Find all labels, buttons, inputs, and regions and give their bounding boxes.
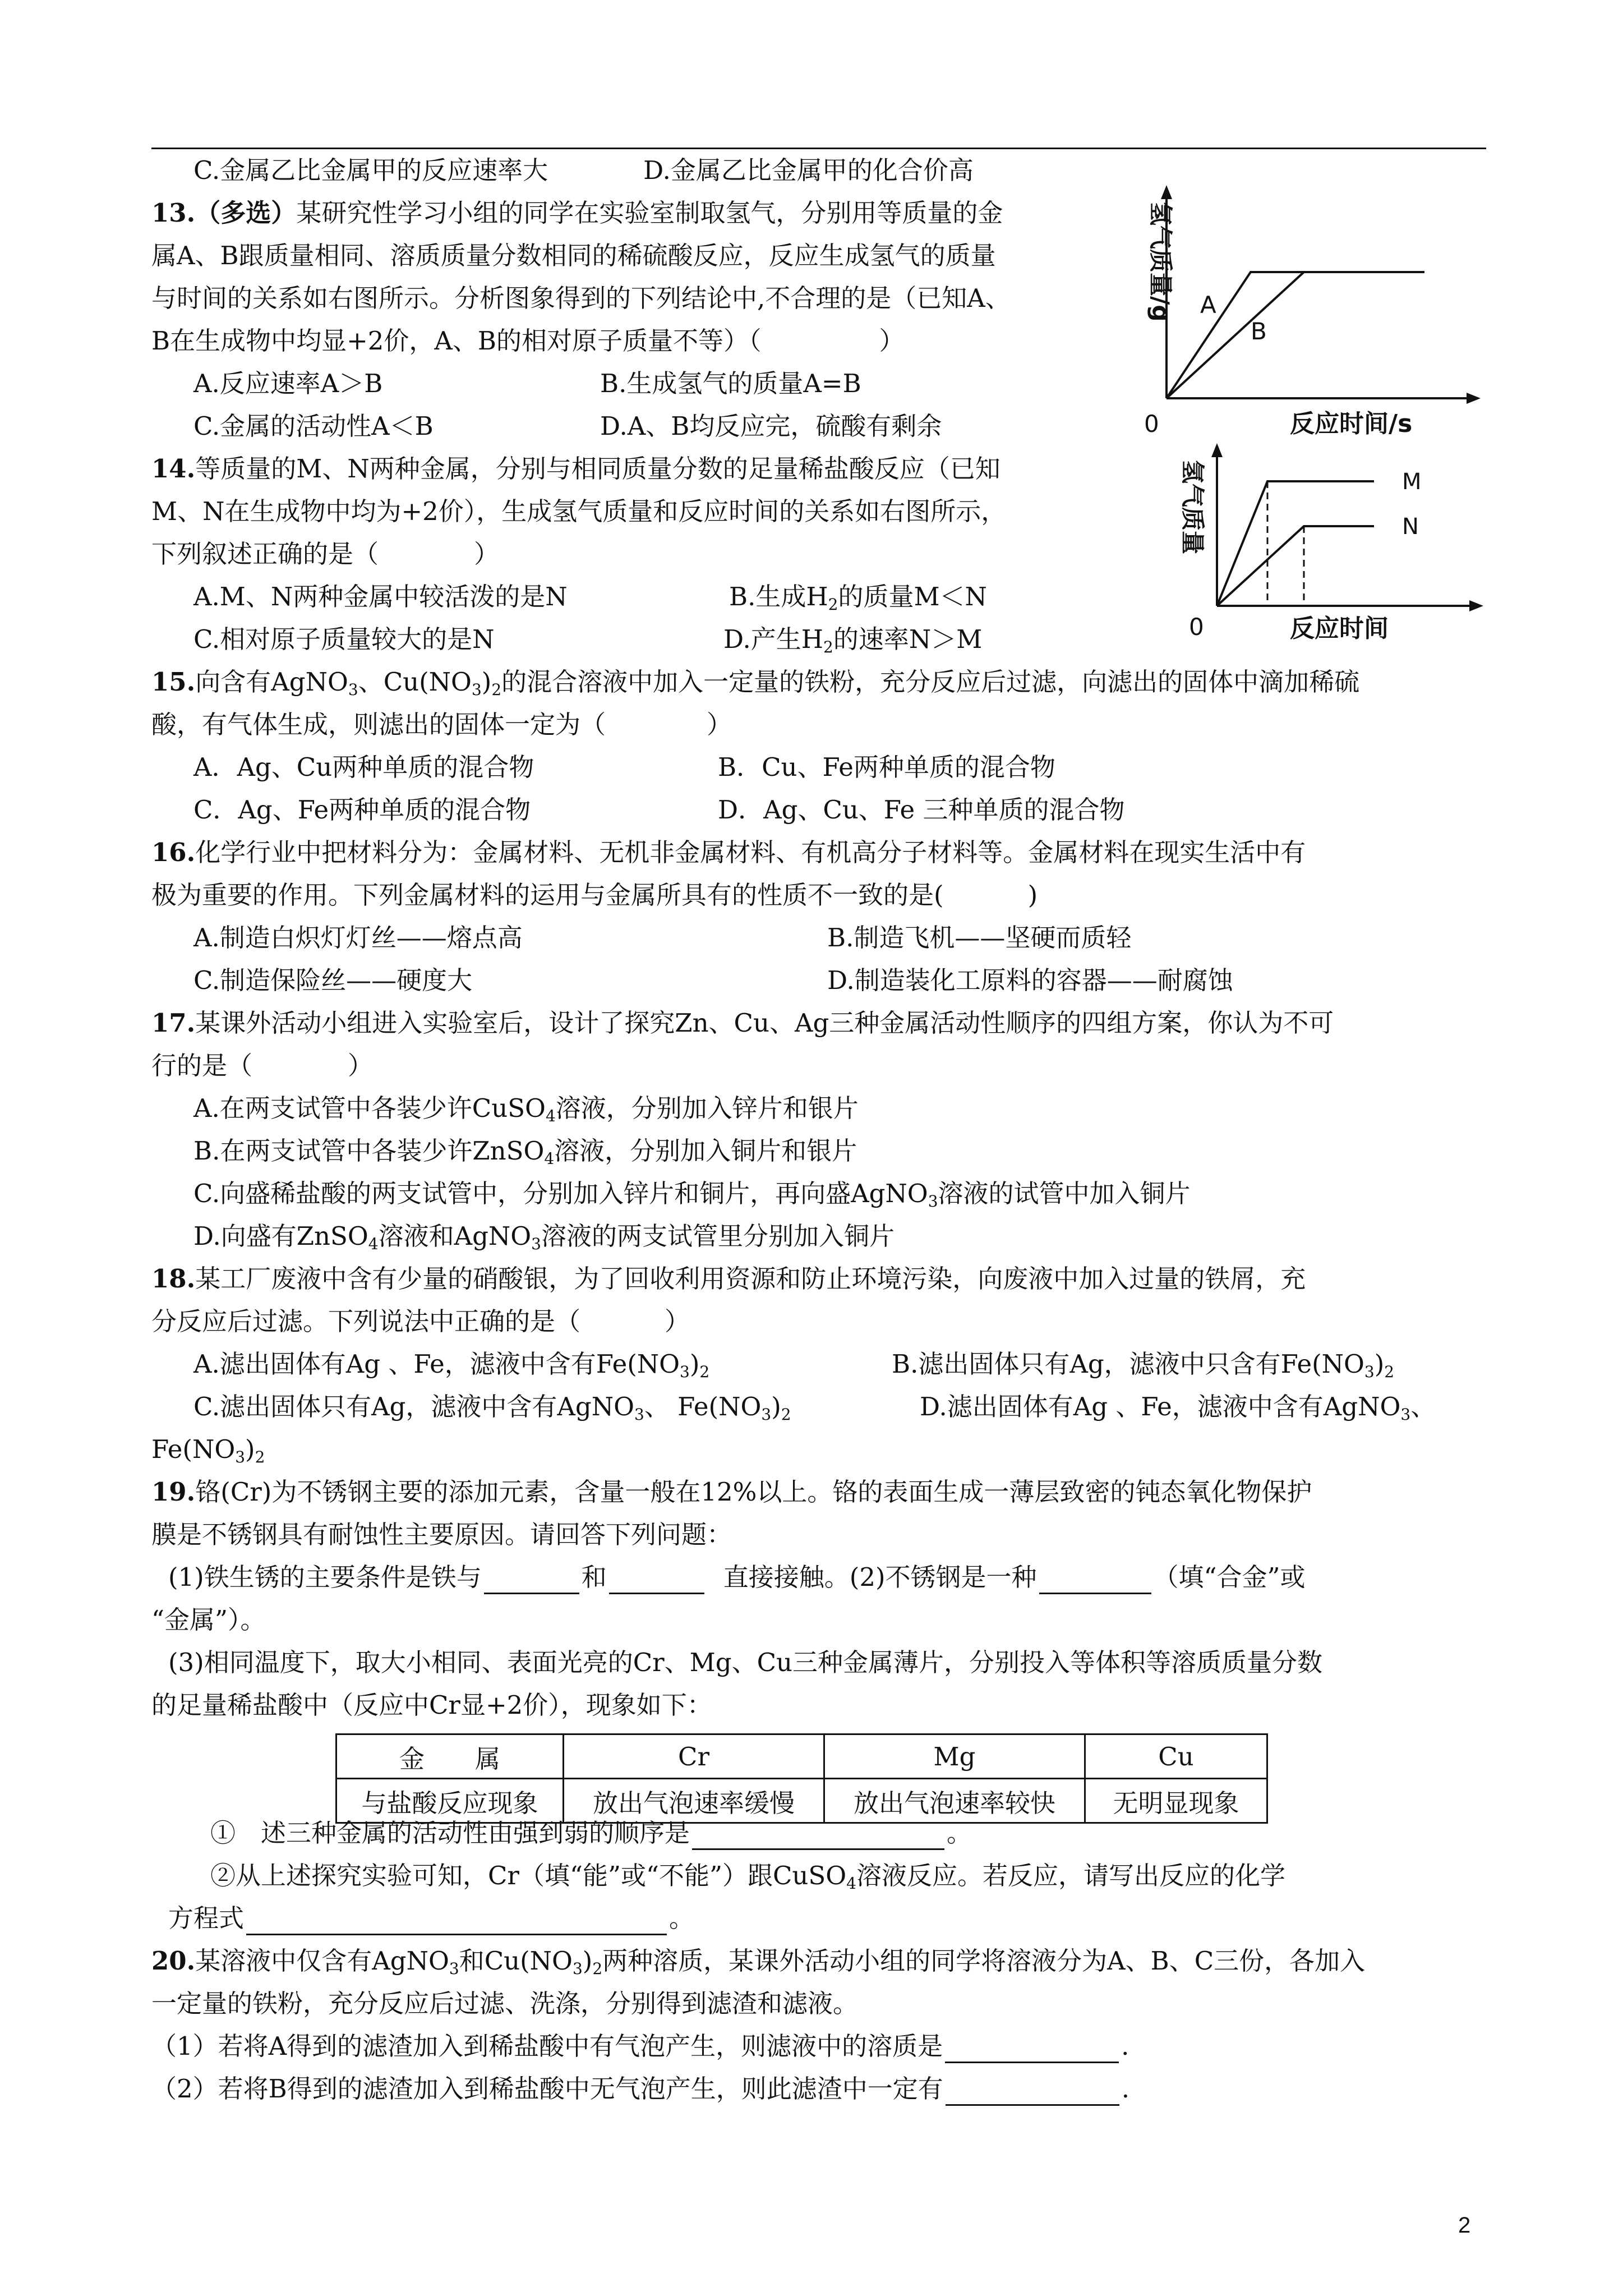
subscript: 3 (235, 1448, 246, 1466)
q14-option-a: A.M、N两种金属中较活泼的是N (193, 582, 568, 611)
q20-part2-text: （2）若将B得到的滤渣加入到稀盐酸中无气泡产生，则此滤渣中一定有 (151, 2074, 943, 2104)
q17-option-a-text-2: 溶液，分别加入锌片和银片 (555, 1093, 859, 1123)
q14-text-1: 等质量的M、N两种金属，分别与相同质量分数的足量稀盐酸反应（已知 (195, 454, 1000, 484)
q13-origin: 0 (1144, 410, 1159, 438)
page-number: 2 (1458, 2213, 1471, 2238)
q17-text-2: 行的是（ (151, 1051, 253, 1080)
subscript: 2 (823, 638, 833, 656)
q19-sub-2-text: ②从上述探究实验可知，Cr（填“能”或“不能”）跟CuSO (210, 1861, 847, 1890)
q17-option-b (193, 1134, 857, 1168)
q18-option-c (193, 1390, 791, 1424)
q20-part1 (151, 2030, 1129, 2063)
q19-table (335, 1733, 1268, 1824)
subscript: 3 (348, 680, 358, 699)
q13-option-a: A.反应速率A＞B (193, 369, 383, 398)
q20-text: 两种溶质，某课外活动小组的同学将溶液分为A、B、C三份，各加入 (602, 1946, 1366, 1976)
q19-blank-2[interactable] (609, 1593, 704, 1594)
q13-close-paren: ） (879, 326, 905, 356)
q18-option-b (892, 1347, 1394, 1381)
paren: ) (1374, 1349, 1385, 1379)
q19-sub-1 (210, 1816, 972, 1850)
q13-text-1: 某研究性学习小组的同学在实验室制取氢气，分别用等质量的金 (296, 198, 1003, 228)
q16-close-paren: ) (1027, 880, 1038, 910)
q16-text-1: 化学行业中把材料分为：金属材料、无机非金属材料、有机高分子材料等。金属材料在现实生活中有 (195, 838, 1306, 867)
q18-option-d-text: D.滤出固体有Ag 、Fe，滤液中含有AgNO (920, 1392, 1401, 1421)
q14-option-c: C.相对原子质量较大的是N (193, 624, 495, 654)
header-rule (151, 148, 1486, 149)
q19-part1-cont: “金属”）。 (151, 1605, 266, 1635)
q12-option-d: D.金属乙比金属甲的化合价高 (643, 155, 974, 185)
subscript: 2 (255, 1448, 265, 1466)
q16-text-2: 极为重要的作用。下列金属材料的运用与金属所具有的性质不一致的是( (151, 880, 944, 910)
table-header-cu: Cu (1085, 1734, 1267, 1779)
q17-option-d-text-2: 溶液和AgNO (378, 1221, 532, 1251)
q14-number: 14. (151, 454, 196, 484)
q14-y-label: 氢气质量 (1179, 460, 1206, 555)
q14-option-d-text-2: 的速率N＞M (833, 624, 983, 654)
q20-part1-end: . (1121, 2031, 1129, 2061)
subscript: 4 (545, 1107, 556, 1125)
q13-line-3: 与时间的关系如右图所示。分析图象得到的下列结论中,不合理的是（已知A、 (151, 283, 1011, 313)
q20-part1-text: （1）若将A得到的滤渣加入到稀盐酸中有气泡产生，则滤液中的溶质是 (151, 2031, 943, 2061)
q17-option-b-text: B.在两支试管中各装少许ZnSO (193, 1136, 545, 1166)
q15-close-paren: ） (707, 710, 732, 739)
subscript: 3 (680, 1363, 690, 1381)
q17-option-d (193, 1220, 895, 1253)
q13-text-4: B在生成物中均显+2价，A、B的相对原子质量不等）（ (151, 326, 762, 356)
q15-number: 15. (151, 667, 196, 697)
q16-line-2 (151, 878, 1038, 912)
q15-text-2: 酸，有气体生成，则滤出的固体一定为（ (151, 710, 606, 739)
subscript: 3 (761, 1405, 772, 1424)
q15-line-1 (151, 665, 1359, 699)
q17-option-a-text: A.在两支试管中各装少许CuSO (193, 1093, 546, 1123)
subscript: 3 (471, 680, 482, 699)
subscript: 2 (1384, 1363, 1395, 1381)
q12-options-cd (193, 154, 974, 187)
q18-text-2: 分反应后过滤。下列说法中正确的是（ (151, 1306, 581, 1336)
q16-line-1 (151, 836, 1306, 869)
q19-part3-line-1: (3)相同温度下，取大小相同、表面光亮的Cr、Mg、Cu三种金属薄片，分别投入等体积等溶质质量分数 (168, 1648, 1322, 1677)
q18-number: 18. (151, 1264, 196, 1294)
q13-option-b: B.生成氢气的质量A=B (600, 369, 861, 398)
q14-x-arrow (1469, 600, 1483, 611)
subscript: 4 (368, 1235, 379, 1253)
subscript: 4 (544, 1149, 555, 1168)
subscript: 3 (449, 1959, 459, 1978)
q18-option-a (193, 1347, 709, 1381)
q17-option-a (193, 1092, 859, 1125)
subscript: 3 (531, 1235, 541, 1253)
q19-part1-text: 直接接触。(2)不锈钢是一种 (723, 1562, 1037, 1592)
q14-option-d-text: D.产生H (723, 624, 824, 654)
paren: ) (689, 1349, 700, 1379)
q19-sub-2-end: 。 (669, 1903, 695, 1933)
q14-option-b-text-2: 的质量M＜N (838, 582, 987, 611)
q13-line-1 (151, 196, 1003, 230)
q18-close-paren: ） (665, 1306, 690, 1336)
q18-text-1: 某工厂废液中含有少量的硝酸银，为了回收利用资源和防止环境污染，向废液中加入过量的铁屑，充 (195, 1264, 1306, 1294)
q19-sub-2 (210, 1859, 1285, 1893)
q16-option-d: D.制造装化工原料的容器——耐腐蚀 (827, 965, 1233, 995)
q13-x-arrow (1467, 393, 1481, 404)
q16-number: 16. (151, 838, 196, 867)
q13-label-a: A (1200, 291, 1216, 319)
q15-option-d: D．Ag、Cu、Fe 三种单质的混合物 (718, 795, 1125, 825)
q13-line-2: 属A、B跟质量相同、溶质质量分数相同的稀硫酸反应，反应生成氢气的质量 (151, 241, 996, 270)
q13-option-c: C.金属的活动性A＜B (193, 411, 434, 441)
q14-option-b-text: B.生成H (729, 582, 828, 611)
q16-option-c: C.制造保险丝——硬度大 (193, 965, 473, 995)
q17-close-paren: ） (348, 1051, 374, 1080)
subscript: 2 (699, 1363, 710, 1381)
q14-line-3 (151, 537, 499, 571)
q17-line-1 (151, 1006, 1334, 1040)
q14-option-d (723, 623, 982, 656)
q15-option-a: A．Ag、Cu两种单质的混合物 (193, 752, 534, 782)
q14-x-label: 反应时间 (1290, 614, 1389, 643)
q20-part2 (151, 2072, 1129, 2106)
subscript: 2 (592, 1959, 603, 1978)
q18-option-c-text: C.滤出固体只有Ag，滤液中含有AgNO (193, 1392, 635, 1421)
q17-option-c-text: C.向盛稀盐酸的两支试管中，分别加入锌片和铜片，再向盛AgNO (193, 1179, 928, 1208)
q17-number: 17. (151, 1008, 196, 1038)
q17-line-2 (151, 1049, 373, 1083)
q20-text: ) (582, 1946, 593, 1976)
q19-sub-1-text: ① 述三种金属的活动性由强到弱的顺序是 (210, 1818, 690, 1848)
table-cell-cr: 放出气泡速率缓慢 (564, 1779, 824, 1823)
q13-option-d: D.A、B均反应完，硫酸有剩余 (600, 411, 942, 441)
q20-line-2: 一定量的铁粉，充分反应后过滤、洗涤，分别得到滤渣和滤液。 (151, 1989, 859, 2018)
q13-number: 13. (151, 198, 196, 228)
q18-option-d-cont (151, 1433, 265, 1466)
q19-blank-4[interactable] (692, 1848, 944, 1850)
table-cell-mg: 放出气泡速率较快 (824, 1779, 1085, 1823)
q18-option-a-text: A.滤出固体有Ag 、Fe，滤液中含有Fe(NO (193, 1349, 680, 1379)
table-cell-label: 与盐酸反应现象 (336, 1779, 564, 1823)
subscript: 2 (828, 595, 838, 614)
q20-text: 和Cu(NO (459, 1946, 573, 1976)
q13-series-b-line (1166, 272, 1304, 398)
table-header-metal: 金 属 (336, 1734, 564, 1779)
q15-option-c: C．Ag、Fe两种单质的混合物 (193, 795, 531, 825)
q16-option-b: B.制造飞机——坚硬而质轻 (827, 923, 1132, 953)
q13-y-arrow (1161, 185, 1172, 199)
q20-blank-2[interactable] (946, 2104, 1119, 2106)
q12-option-c: C.金属乙比金属甲的反应速率大 (193, 155, 548, 185)
q19-part1 (168, 1561, 1306, 1594)
q13-line-4 (151, 324, 905, 358)
q13-y-label: 氢气质量/g (1147, 202, 1174, 322)
q19-part1-text: （填“合金”或 (1153, 1562, 1306, 1592)
q19-part1-text: (1)铁生锈的主要条件是铁与 (168, 1562, 482, 1592)
q14-chart (1122, 443, 1486, 656)
q15-text: ) (481, 667, 492, 697)
q17-text-1: 某课外活动小组进入实验室后，设计了探究Zn、Cu、Ag三种金属活动性顺序的四组方案，你认为不可 (195, 1008, 1334, 1038)
subscript: 3 (634, 1405, 644, 1424)
q19-blank-1[interactable] (484, 1593, 579, 1594)
q19-blank-5[interactable] (246, 1934, 667, 1935)
q14-close-paren: ） (474, 539, 500, 569)
q19-line-2: 膜是不锈钢具有耐蚀性主要原因。请回答下列问题： (151, 1520, 732, 1549)
q18-line-1 (151, 1262, 1306, 1296)
q19-sub-2-text-2: 溶液反应。若反应，请写出反应的化学 (856, 1861, 1285, 1890)
q18-option-d-text-3: Fe(NO (151, 1434, 236, 1464)
q14-text-3: 下列叙述正确的是（ (151, 539, 379, 569)
q15-text: 向含有AgNO (195, 667, 348, 697)
table-header-cr: Cr (564, 1734, 824, 1779)
q18-option-c-text-2: 、 Fe(NO (644, 1392, 762, 1421)
q18-line-2 (151, 1305, 690, 1338)
q14-line-2: M、N在生成物中均为+2价），生成氢气质量和反应时间的关系如右图所示， (151, 496, 1007, 526)
subscript: 4 (846, 1874, 856, 1893)
q20-line-1 (151, 1944, 1365, 1978)
q17-option-d-text: D.向盛有ZnSO (193, 1221, 368, 1251)
subscript: 3 (928, 1192, 938, 1211)
q17-option-c-text-2: 溶液的试管中加入铜片 (938, 1179, 1191, 1208)
q13-x-label: 反应时间/s (1290, 409, 1413, 438)
q19-sub-2-text-3: 方程式 (168, 1903, 245, 1933)
q19-sub-2-cont (168, 1902, 694, 1935)
q14-y-arrow (1211, 443, 1223, 457)
q19-number: 19. (151, 1477, 196, 1507)
q14-label-m: M (1402, 469, 1422, 495)
subscript: 2 (491, 680, 502, 699)
q20-blank-1[interactable] (945, 2062, 1119, 2063)
q19-part1-text: 和 (581, 1562, 607, 1592)
q13-chart (1122, 185, 1486, 449)
subscript: 3 (572, 1959, 583, 1978)
q15-text: 、Cu(NO (358, 667, 472, 697)
paren: ) (245, 1434, 255, 1464)
q18-option-d (920, 1390, 1436, 1424)
subscript: 3 (1364, 1363, 1375, 1381)
subscript: 2 (781, 1405, 791, 1424)
q20-part2-end: . (1121, 2074, 1130, 2104)
subscript: 3 (1400, 1405, 1411, 1424)
table-header-mg: Mg (824, 1734, 1085, 1779)
table-row (336, 1734, 1267, 1779)
paren: ) (771, 1392, 781, 1421)
q14-option-b (729, 580, 987, 614)
q13-tag: （多选） (195, 198, 297, 228)
q20-number: 20. (151, 1946, 196, 1976)
q19-line-1 (151, 1475, 1312, 1509)
q19-part3-line-2: 的足量稀盐酸中（反应中Cr显+2价），现象如下： (151, 1690, 712, 1720)
q18-option-b-text: B.滤出固体只有Ag，滤液中只含有Fe(NO (892, 1349, 1364, 1379)
q15-text: 的混合溶液中加入一定量的铁粉，充分反应后过滤，向滤出的固体中滴加稀硫 (501, 667, 1360, 697)
q14-series-m-line (1217, 481, 1374, 606)
q17-option-c (193, 1177, 1191, 1211)
q19-sub-1-end: 。 (947, 1818, 972, 1848)
q18-option-d-text-2: 、 (1410, 1392, 1436, 1421)
q20-text: 某溶液中仅含有AgNO (195, 1946, 449, 1976)
q14-line-1 (151, 452, 1000, 486)
table-cell-cu: 无明显现象 (1085, 1779, 1267, 1823)
q14-origin: 0 (1189, 613, 1204, 641)
q15-line-2 (151, 708, 732, 742)
q16-option-a: A.制造白炽灯灯丝——熔点高 (193, 923, 523, 953)
q14-series-n-line (1217, 526, 1374, 606)
q15-option-b: B．Cu、Fe两种单质的混合物 (718, 752, 1055, 782)
q17-option-d-text-3: 溶液的两支试管里分别加入铜片 (541, 1221, 895, 1251)
q13-label-b: B (1251, 318, 1267, 345)
q14-label-n: N (1402, 514, 1419, 540)
q19-text-1: 铬(Cr)为不锈钢主要的添加元素，含量一般在12%以上。铬的表面生成一薄层致密的钝态氧化物保护 (195, 1477, 1312, 1507)
q19-blank-3[interactable] (1039, 1593, 1151, 1594)
q17-option-b-text-2: 溶液，分别加入铜片和银片 (554, 1136, 857, 1166)
